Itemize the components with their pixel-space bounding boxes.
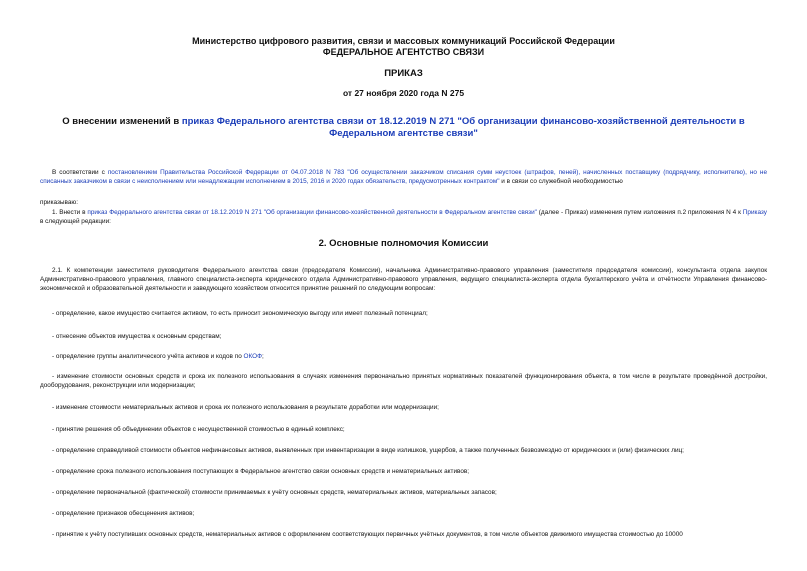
doc-type: ПРИКАЗ xyxy=(384,68,423,79)
item1-text1: 1. Внести в xyxy=(52,209,88,216)
item-1 xyxy=(40,208,767,226)
okof-end: ; xyxy=(261,353,264,360)
preamble xyxy=(40,168,767,186)
list-item-okof xyxy=(52,352,767,361)
title-link[interactable]: приказ Федерального агентства связи от 18.12.2019 N 271 "Об организации финансово-хозяйственной деятельности в Федеральном агентстве связи" xyxy=(181,116,745,139)
list-item: - определение справедливой стоимости объектов нефинансовых активов, выявленных при инвентаризации в виде излишков, ущербов, а также полученных безвозмездно от юридических и (или) физических лиц; xyxy=(52,447,684,454)
section-title: 2. Основные полномочия Комиссии xyxy=(318,238,489,249)
doc-date: от 27 ноября 2020 года N 275 xyxy=(342,88,465,98)
list-item: - изменение стоимости основных средств и срока их полезного использования в случаях изменения первоначально принятых нормативных показателей функционирования объекта, в том числе в результате проведённой достройки, дооборудования, реконструкции или модернизации; xyxy=(40,373,767,389)
list-item: - определение, какое имущество считается активом, то есть приносит экономическую выгоду или имеет полезный потенциал; xyxy=(52,310,428,317)
okof-text: - определение группы аналитического учёта активов и кодов по xyxy=(52,353,244,360)
item1-link1[interactable]: приказ Федерального агентства связи от 18.12.2019 N 271 "Об организации финансово-хозяйственной деятельности в Федеральном агентстве связи" xyxy=(87,209,537,216)
agency-name: ФЕДЕРАЛЬНОЕ АГЕНТСТВО СВЯЗИ xyxy=(322,47,485,57)
clause-2-1: 2.1. К компетенции заместителя руководителя Федерального агентства связи (председателя Комиссии), начальника Административно-правового управления (заместителя председателя комиссии), консультанта отдела закупок Административно-правового управления, главного специалиста-эксперта юридического отдела Административно-правового управления, ведущего специалиста-эксперта отдела бухгалтерского учёта и отчётности Управления финансово-экономической и образовательной деятельности и заведующего хозяйством относится принятие решений по следующим вопросам: xyxy=(40,267,767,292)
list-item: - принятие решения об объединении объектов с несущественной стоимостью в единый комплекс; xyxy=(52,426,345,433)
preamble-text2: и в связи со служебной необходимостью xyxy=(499,178,623,185)
list-item: - определение первоначальной (фактической) стоимости принимаемых к учёту основных средств, нематериальных активов, материальных запасов; xyxy=(52,489,497,496)
order-word: приказываю: xyxy=(40,199,78,206)
document-header xyxy=(0,36,807,58)
item1-link2[interactable]: Приказу xyxy=(742,209,767,216)
preamble-text1: В соответствии с xyxy=(52,169,108,176)
okof-link[interactable]: ОКОФ xyxy=(243,353,262,360)
list-item: - определение срока полезного использования поступающих в Федеральное агентство связи основных средств и нематериальных активов; xyxy=(52,468,470,475)
list-item: - отнесение объектов имущества к основным средствам; xyxy=(52,333,222,340)
title-prefix: О внесении изменений в xyxy=(62,116,182,127)
item1-text3: в следующей редакции: xyxy=(40,218,111,225)
list-item: - принятие к учёту поступивших основных средств, нематериальных активов с оформлением соответствующих первичных учётных документов, в том числе объектов движимого имущества стоимостью до 10000 xyxy=(52,531,683,538)
item1-text2: (далее - Приказ) изменения путем изложения п.2 приложения N 4 к xyxy=(536,209,743,216)
doc-title xyxy=(60,116,747,140)
preamble-link[interactable]: постановлением Правительства Российской Федерации от 04.07.2018 N 783 "Об осуществлении заказчиком списания сумм неустоек (штрафов, пеней), начисленных поставщику (подрядчику, исполнителю), но не списанных заказчиком в связи с неисполнением или ненадлежащим исполнением в 2015, 2016 и 2020 годах обязательств, предусмотренных контрактом" xyxy=(40,169,768,185)
list-item: - изменение стоимости нематериальных активов и срока их полезного использования в результате доработки или модернизации; xyxy=(52,404,439,411)
list-item: - определение признаков обесценения активов; xyxy=(52,510,195,517)
ministry-name: Министерство цифрового развития, связи и массовых коммуникаций Российской Федерации xyxy=(192,36,615,46)
